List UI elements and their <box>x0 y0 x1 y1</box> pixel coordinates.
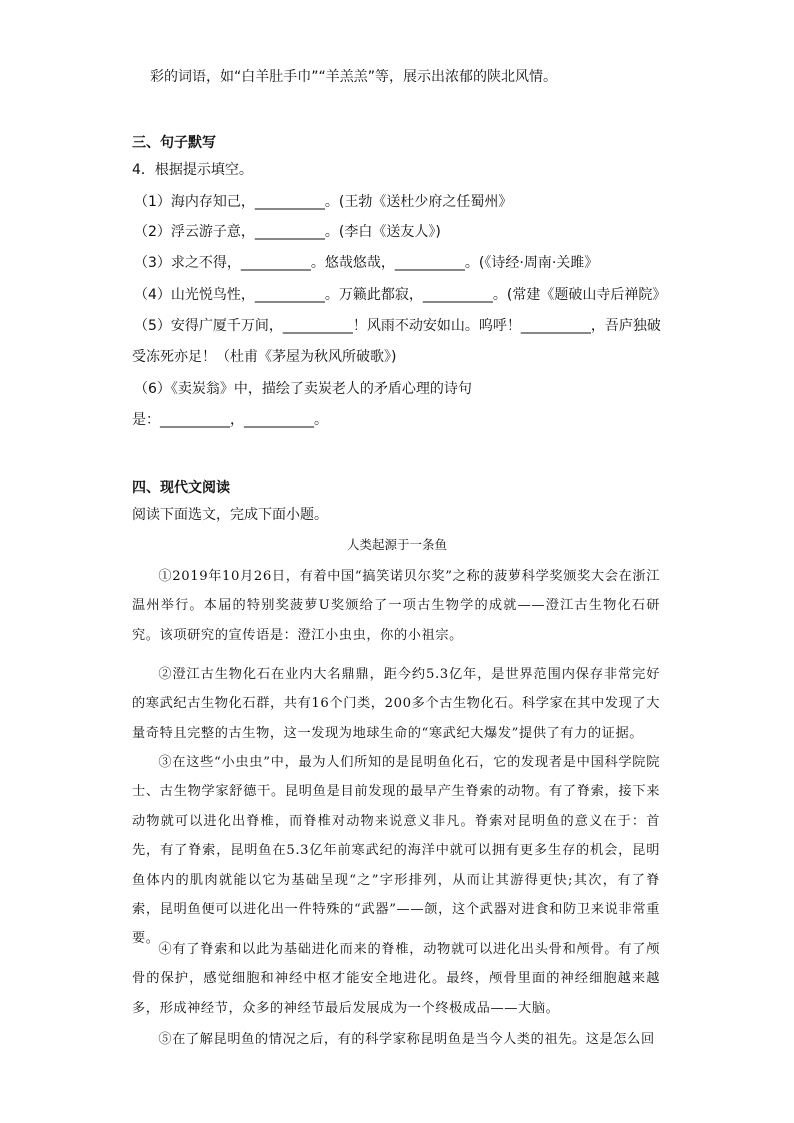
fill-item-5-cont: 受冻死亦足！（杜甫《茅屋为秋风所破歌》) <box>132 349 397 365</box>
question-4-prompt: 4．根据提示填空。 <box>132 162 253 178</box>
article-title: 人类起源于一条鱼 <box>346 537 447 552</box>
article-paragraph-5: ⑤在了解昆明鱼的情况之后，有的科学家称昆明鱼是当今人类的祖先。这是怎么回 <box>158 1032 655 1047</box>
article-paragraph-1: ①2019年10月26日，有着中国“搞笑诺贝尔奖”之称的菠萝科学奖颁奖大会在浙江温州举行。本届的特别奖菠萝U奖颁给了一项古生物学的成就——澄江古生物化石研究。该项研究的宣传语是：澄江小虫虫，你的小祖宗。 <box>132 569 660 643</box>
reading-instruction: 阅读下面选文，完成下面小题。 <box>132 507 328 523</box>
fill-item-1: （1）海内存知己，__________。(王勃《送杜少府之任蜀州》 <box>134 194 513 210</box>
fill-item-6-cont: 是：__________，__________。 <box>132 412 328 428</box>
fill-item-4: （4）山光悦鸟性，__________。万籁此都寂，__________。(常建《题破山寺后禅院》 <box>134 287 667 303</box>
fill-item-5: （5）安得广厦千万间，__________！风雨不动安如山。呜呼！__________，吾庐独破 <box>134 318 661 334</box>
section-3-heading: 三、句子默写 <box>132 135 216 151</box>
fill-item-3: （3）求之不得，__________。悠哉悠哉，__________。(《诗经·周南·关雎》 <box>134 255 599 271</box>
article-paragraph-2: ②澄江古生物化石在业内大名鼎鼎，距今约5.3亿年，是世界范围内保存非常完好的寒武纪古生物化石群，共有16个门类，200多个古生物化石。科学家在其中发现了大量奇特且完整的古生物，这一发现为地球生命的“寒武纪大爆发”提供了有力的证据。 <box>132 667 660 741</box>
article-paragraph-4: ④有了脊索和以此为基础进化而来的脊椎，动物就可以进化出头骨和颅骨。有了颅骨的保护，感觉细胞和神经中枢才能安全地进化。最终，颅骨里面的神经细胞越来越多，形成神经节，众多的神经节最后发展成为一个终极成品——大脑。 <box>132 942 660 1016</box>
article-paragraph-3: ③在这些“小虫虫”中，最为人们所知的是昆明鱼化石，它的发现者是中国科学院院士、古生物学家舒德干。昆明鱼是目前发现的最早产生脊索的动物。有了脊索，接下来动物就可以进化出脊椎，而脊椎对动物来说意义非凡。脊索对昆明鱼的意义在于：首先，有了脊索，昆明鱼在5.3亿年前寒武纪的海洋中就可以拥有更多生存的机会，昆明鱼体内的肌肉就能以它为基础呈现“之”字形排列，从而让其游得更快;其次，有了脊索，昆明鱼便可以进化出一件特殊的“武器”——颌，这个武器对进食和防卫来说非常重要。 <box>132 755 660 947</box>
intro-tail-text: 彩的词语，如“白羊肚手巾”“羊羔羔”等，展示出浓郁的陕北风情。 <box>150 69 558 85</box>
fill-item-6: （6）《卖炭翁》中，描绘了卖炭老人的矛盾心理的诗句 <box>134 381 472 397</box>
fill-item-2: （2）浮云游子意，__________。(李白《送友人》) <box>134 224 441 240</box>
section-4-heading: 四、现代文阅读 <box>132 480 230 496</box>
